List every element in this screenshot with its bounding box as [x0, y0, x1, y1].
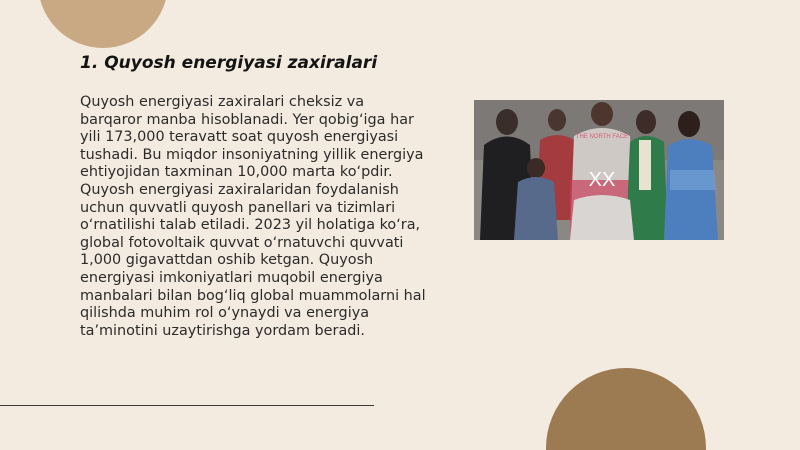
divider-line: [0, 405, 374, 406]
slide-paragraph: Quyosh energiyasi zaxiralari cheksiz va barqaror manba hisoblanadi. Yer qobig‘iga har yili 173,000 teravatt soat quyosh energiyasi tushadi. Bu miqdor insoniyatning yillik energiya ehtiyojidan taxminan 10,000 marta ko‘pdir. Quyosh energiyasi zaxiralaridan foydalanish uchun quvvatli quyosh panellari va tizimlari o‘rnatilishi talab etiladi. 2023 yil holatiga ko‘ra, global fotovoltaik quvvat o‘rnatuvchi quvvati 1,000 gigavattdan oshib ketgan. Quyosh energiyasi imkoniyatlari muqobil energiya manbalari bilan bog‘liq global muammolarni hal qilishda muhim rol o‘ynaydi va energiya ta’minotini uzaytirishga yordam beradi.: [80, 94, 426, 339]
decorative-circle-top: [38, 0, 168, 48]
xx-emblem: XX: [588, 169, 616, 191]
slide-title: 1. Quyosh energiyasi zaxiralari: [80, 53, 378, 73]
decorative-circle-bottom: [546, 368, 706, 450]
group-photo: [474, 100, 724, 240]
north-face-logo-text: THE NORTH FACE: [575, 134, 629, 140]
